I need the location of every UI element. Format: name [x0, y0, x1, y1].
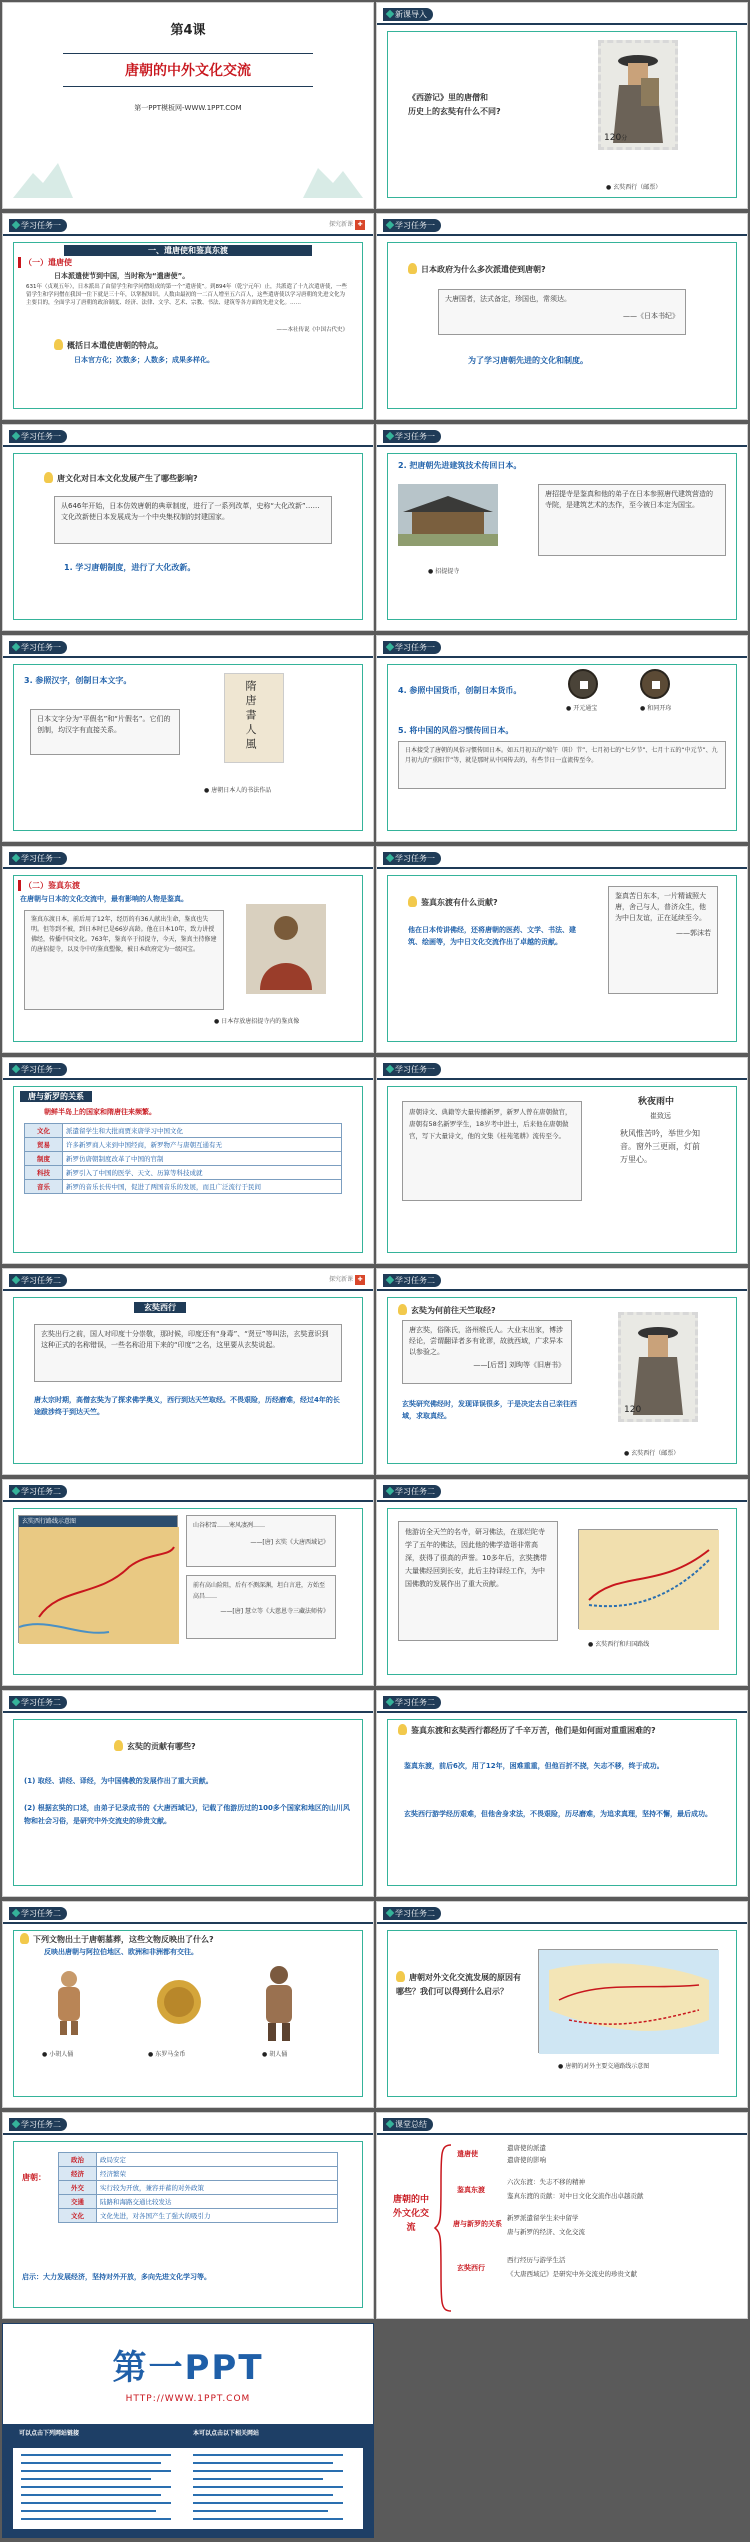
quote-box	[438, 289, 686, 335]
poem-title: 秋夜雨中	[638, 1097, 675, 1107]
lightbulb-icon	[20, 1933, 29, 1944]
slide-choi-chiwon[interactable]	[376, 1057, 748, 1264]
map-route-icon	[19, 1527, 179, 1644]
content-box	[13, 1719, 363, 1886]
architecture-heading: 2. 把唐朝先进建筑技术传回日本。	[398, 461, 522, 470]
table-key-cell: 音乐	[25, 1180, 63, 1194]
influence-question-text: 唐文化对日本文化发展产生了哪些影响?	[57, 474, 198, 483]
quote-text: 鉴真苦日东本，一片精诚照大唐，舍己与人，普济众生，他为中日友谊，正在延续至今。	[615, 892, 706, 922]
section-tag: 学习任务二	[9, 1907, 67, 1920]
content-box	[387, 1930, 737, 2097]
silla-table	[24, 1123, 342, 1194]
slide-header	[3, 2113, 373, 2135]
statue-icon	[246, 904, 326, 994]
summary-3b: 唐与新罗的经济、文化交流	[507, 2228, 585, 2236]
quote-box-2	[186, 1575, 336, 1639]
table-row	[25, 1166, 342, 1180]
table-value-cell: 新罗的音乐长传中国，促进了两国音乐的发展，而且广泛流行于民间	[63, 1180, 342, 1194]
content-box	[387, 242, 737, 409]
slide-header	[3, 636, 373, 658]
table-key-cell: 科技	[25, 1166, 63, 1180]
fav-icon[interactable]: ✚	[355, 220, 365, 230]
hu-figurine-icon	[254, 1963, 304, 2043]
hardship-question	[398, 1724, 726, 1737]
table-key-cell: 外交	[59, 2181, 97, 2195]
summary-1b: 遣唐使的影响	[507, 2156, 546, 2164]
relics-question-text: 下列文物出土于唐朝墓葬，这些文物反映出了什么?	[33, 1935, 214, 1944]
reasons-question	[396, 1971, 526, 1999]
intro-question-2: 历史上的玄奘有什么不同?	[408, 107, 501, 116]
envoy-subquestion-text: 概括日本遣使唐朝的特点。	[67, 341, 163, 350]
section-tag: 学习任务一	[383, 641, 441, 654]
relic-caption-2: ● 东罗马金币	[148, 2049, 185, 2058]
table-row	[25, 1124, 342, 1138]
section-tag: 学习任务二	[9, 1274, 67, 1287]
slide-header	[3, 1269, 373, 1291]
section-tag: 学习任务二	[383, 1907, 441, 1920]
hardship-question-text: 鉴真东渡和玄奘西行都经历了千辛万苦，他们是如何面对重重困难的?	[411, 1726, 656, 1735]
stamp-unit: 分	[621, 135, 628, 142]
table-value-cell: 新罗仿唐朝制度改革了中国的官制	[63, 1152, 342, 1166]
writing-heading: 3. 参照汉字，创制日本文字。	[24, 676, 132, 685]
envoy-source: ——本社传说《中国古代史》	[276, 327, 348, 333]
content-box	[13, 875, 363, 1042]
quote-source: ——郭沫若	[676, 929, 711, 937]
monk-figure-icon	[621, 1315, 695, 1419]
content-box	[387, 875, 737, 1042]
slide-header	[377, 2113, 747, 2135]
lesson-number: 第4课	[170, 23, 206, 38]
slide-hardships[interactable]	[376, 1690, 748, 1897]
summary-branch-1: 遣唐使	[457, 2150, 478, 2158]
slide-header	[377, 847, 747, 869]
table-value-cell: 派遣留学生和大批商贾来唐学习中国文化	[63, 1124, 342, 1138]
slide-header	[3, 1480, 373, 1502]
slide-xuanzang-contrib[interactable]	[2, 1690, 374, 1897]
summary-branch-2: 鉴真东渡	[457, 2186, 485, 2194]
temple-photo	[398, 484, 498, 546]
envoy-lead: 日本派遣使节到中国，当时称为“遣唐使”。	[54, 272, 190, 280]
section-tag: 课堂总结	[383, 2118, 433, 2131]
temple-icon	[398, 484, 498, 546]
map-title: 玄奘西行路线示意图	[19, 1516, 177, 1527]
content-box	[13, 1508, 363, 1675]
quote-source: ——[后晋] 刘昫等《旧唐书》	[473, 1361, 565, 1369]
stamp-value: 120	[624, 1405, 642, 1415]
content-box	[13, 1930, 363, 2097]
reasons-table	[58, 2152, 338, 2223]
intro-question-1: 《西游记》里的唐僧和	[408, 93, 488, 102]
quote-box	[402, 1320, 572, 1384]
xz-contrib-a1: (1) 取经、讲经、译经，为中国佛教的发展作出了重大贡献。	[24, 1777, 213, 1785]
table-key-cell: 文化	[59, 2209, 97, 2223]
section-tag: 学习任务二	[383, 1274, 441, 1287]
envoy-answer: 日本官方化；次数多；人数多；成果多样化。	[74, 356, 214, 364]
summary-branch-4: 玄奘西行	[457, 2264, 485, 2272]
relics-answer: 反映出唐朝与阿拉伯地区、欧洲和非洲都有交往。	[44, 1948, 198, 1956]
table-row	[59, 2167, 338, 2181]
footer-left-title: 可以点击下列网站链接	[19, 2430, 80, 2437]
envoy-subquestion	[54, 339, 163, 351]
quote-text: 唐玄奘，俗陈氏，洛州缑氏人。大业末出家，博涉经论，尝谓翻译者多有讹谬，故就西域，广求异本以参验之。	[409, 1326, 563, 1356]
slide-header	[3, 1691, 373, 1713]
customs-heading: 5. 将中国的风俗习惯传回日本。	[398, 726, 514, 735]
influence-answer: 1. 学习唐朝制度，进行了大化改新。	[64, 563, 196, 572]
fav-label: 探究新课	[328, 221, 353, 228]
slide-currency-customs[interactable]	[376, 635, 748, 842]
table-key-cell: 经济	[59, 2167, 97, 2181]
content-box	[13, 242, 363, 409]
contrib-question-text: 鉴真东渡有什么贡献?	[421, 898, 498, 907]
quote-text-1: 山谷积雪……寒风凄冽……	[193, 1522, 266, 1529]
quote-text: 大唐国者，法式备定，珍国也，常须达。	[445, 295, 571, 303]
slide-header	[377, 1691, 747, 1713]
slide-header	[377, 1269, 747, 1291]
slide-header	[377, 636, 747, 658]
coin-caption-2: ● 和同开珎	[640, 703, 671, 712]
footer-logo-band	[3, 2324, 373, 2424]
summary-4b: 《大唐西域记》是研究中外交流史的珍贵文献	[507, 2270, 637, 2278]
content-box	[13, 2141, 363, 2308]
footer-right-title: 本可以点击以下相关网站	[193, 2430, 260, 2437]
stamp-caption: ● 玄奘西行（邮票）	[606, 182, 661, 191]
brace-icon	[433, 2143, 453, 2313]
why-question-text: 日本政府为什么多次派遣使到唐朝?	[421, 265, 546, 274]
table-value-cell: 陆路和海路交通比较发达	[97, 2195, 338, 2209]
poem-author: 崔致远	[650, 1112, 671, 1120]
mountain-decor-icon	[303, 153, 363, 198]
quote-box: 唐朝诗文、典籍等大量传播新罗，新罗人曾在唐朝做官，唐朝有58名新罗学生，18岁考中进士，后来他在唐朝做官，写下大量诗文，他的文集《桂苑笔耕》流传至今。	[402, 1101, 582, 1201]
fav-icon[interactable]: ✚	[355, 1275, 365, 1285]
xz-contrib-question	[114, 1740, 196, 1752]
content-box	[13, 1086, 363, 1253]
slide-header	[3, 425, 373, 447]
why-question	[408, 263, 546, 275]
silla-title: 唐与新罗的关系	[20, 1091, 92, 1102]
table-value-cell: 政局安定	[97, 2153, 338, 2167]
table-row	[59, 2195, 338, 2209]
table-key-cell: 制度	[25, 1152, 63, 1166]
slide-header	[377, 1058, 747, 1080]
content-box	[13, 664, 363, 831]
calligraphy-caption: ● 唐朝日本人的书法作品	[204, 785, 271, 794]
slide-header	[377, 425, 747, 447]
slide-header	[377, 1902, 747, 1924]
lightbulb-icon	[114, 1740, 123, 1751]
slide-reasons-table[interactable]	[2, 2112, 374, 2319]
summary-3a: 新罗派遣留学生来中留学	[507, 2214, 579, 2222]
quote-box-1	[186, 1515, 336, 1567]
section-tag: 学习任务二	[383, 1485, 441, 1498]
stamp-image	[618, 1312, 698, 1422]
lightbulb-icon	[54, 339, 63, 350]
hardship-p1: 鉴真东渡，前后6次，用了12年，困难重重，但他百折不挠，矢志不移，终于成功。	[404, 1762, 664, 1770]
relics-question	[20, 1933, 214, 1945]
stamp-caption: ● 玄奘西行（邮票）	[624, 1448, 679, 1457]
fav-label: 探究新课	[328, 1276, 353, 1283]
trade-route-map	[538, 1949, 718, 2053]
coin-wadokaichin-icon	[640, 669, 670, 699]
silla-lead: 朝鲜半岛上的国家和隋唐往来频繁。	[44, 1108, 156, 1116]
stamp-value: 120	[604, 133, 622, 143]
quote-source: ——《日本书纪》	[623, 312, 679, 320]
india-question	[398, 1304, 496, 1316]
quote-box: 他游访全天竺的名寺，研习佛法，在那烂陀寺学了五年的佛法，因此他的佛学造诣非常高深，获得了很高的声誉。10多年后，玄奘携带大量佛经回到长安，此后主持译经工作，为中国佛教的发展作出了重大贡献。	[398, 1521, 558, 1641]
slide-tang-influence[interactable]	[2, 424, 374, 631]
map-route-icon	[539, 1950, 719, 2054]
monk-figure-icon	[601, 43, 675, 147]
return-map-caption: ● 玄奘西行和归国路线	[588, 1639, 649, 1648]
lightbulb-icon	[396, 1971, 405, 1982]
xuanzang-answer: 唐太宗时期，高僧玄奘为了探求佛学奥义，西行到达天竺取经。不畏艰险，历经磨难，经过4年的长途跋涉终于到达天竺。	[34, 1396, 340, 1416]
return-map-image	[578, 1529, 718, 1629]
slide-title[interactable]	[2, 2, 374, 209]
section-tag: 学习任务一	[383, 1063, 441, 1076]
slide-header	[377, 3, 747, 25]
reasons-tip: 启示：大力发展经济，坚持对外开放，多向先进文化学习等。	[22, 2273, 211, 2281]
currency-heading: 4. 参照中国货币，创制日本货币。	[398, 686, 522, 695]
route-map-image	[18, 1515, 178, 1643]
lightbulb-icon	[44, 472, 53, 483]
table-row	[59, 2209, 338, 2223]
footer-logo[interactable]: 第一PPT	[112, 2348, 264, 2388]
quote-box: 日本文字分为“平假名”和“片假名”。它们的创制，均汉字有直接关系。	[30, 709, 180, 755]
quote-box: 玄奘出行之前，国人对印度十分崇敬，那时候，印度还有“身毒”、“贤豆”等叫法，玄奘意识到这种正式的名称错误，一些名称沿用下来的“印度”之名，这里要从玄奘说起。	[34, 1324, 342, 1382]
section-tag: 学习任务二	[383, 1696, 441, 1709]
summary-2b: 鉴真东渡的贡献：对中日文化交流作出卓越贡献	[507, 2192, 644, 2200]
why-answer: 为了学习唐朝先进的文化和制度。	[468, 356, 588, 365]
xuanzang-title: 玄奘西行	[134, 1302, 186, 1313]
part-title: （一）遣唐使	[18, 257, 72, 268]
content-box	[13, 453, 363, 620]
footer-link-lines-icon	[13, 2448, 365, 2530]
summary-4a: 西行经历与游学生活	[507, 2256, 566, 2264]
section-tag: 学习任务一	[383, 430, 441, 443]
footer-link-panel	[13, 2448, 363, 2529]
contrib-answer: 他在日本传讲佛经，还将唐朝的医药、文学、书法、建筑、绘画等，为中日文化交流作出了卓越的贡献。	[408, 926, 576, 946]
slide-header	[3, 1902, 373, 1924]
lightbulb-icon	[398, 1304, 407, 1315]
influence-question	[44, 472, 198, 484]
table-value-cell: 许多新罗商人来到中国经商，新罗物产与唐朝互通有无	[63, 1138, 342, 1152]
summary-2a: 六次东渡：失志不移的精神	[507, 2178, 585, 2186]
contrib-question	[408, 896, 498, 908]
slide-why-india[interactable]	[376, 1268, 748, 1475]
coin-caption-1: ● 开元通宝	[566, 703, 597, 712]
slide-intro[interactable]	[376, 2, 748, 209]
content-box	[13, 1297, 363, 1464]
site-watermark: 第一PPT模板网-WWW.1PPT.COM	[134, 104, 242, 112]
jianzhen-statue-image	[246, 904, 326, 994]
trade-map-caption: ● 唐朝的对外主要交通路线示意图	[558, 2061, 649, 2070]
section-tag: 学习任务一	[9, 852, 67, 865]
quote-box	[608, 886, 718, 994]
table-key-cell: 文化	[25, 1124, 63, 1138]
reasons-question-text: 唐朝对外文化交流发展的原因有哪些？我们可以得到什么启示？	[396, 1973, 521, 1996]
lightbulb-icon	[408, 896, 417, 907]
content-box	[387, 1719, 737, 1886]
slide-jianzhen-contrib[interactable]	[376, 846, 748, 1053]
section-tag: 学习任务一	[9, 430, 67, 443]
table-key-cell: 贸易	[25, 1138, 63, 1152]
slide-summary[interactable]	[376, 2112, 748, 2319]
slide-xuanzang-return[interactable]	[376, 1479, 748, 1686]
quote-box: 日本接受了唐朝的风俗习惯传回日本。如五月初五的“端午（阳）节”、七月初七的“七夕节”、七月十五的“中元节”、九月初九的“重阳节”等，就是那时从中国传去的，有些节日一直流传至今。	[398, 741, 726, 789]
slide-architecture[interactable]	[376, 424, 748, 631]
content-box	[387, 664, 737, 831]
slide-why-envoys[interactable]	[376, 213, 748, 420]
gold-coin-icon	[154, 1977, 204, 2027]
table-key-cell: 政治	[59, 2153, 97, 2167]
table-row	[25, 1138, 342, 1152]
summary-1a: 遣唐使的派遣	[507, 2144, 546, 2152]
slide-header	[3, 847, 373, 869]
slide-route-map[interactable]	[2, 1479, 374, 1686]
slide-header	[3, 214, 373, 236]
section-tag: 学习任务二	[9, 1485, 67, 1498]
poem-text: 秋风惟苦吟，举世少知音。窗外三更雨，灯前万里心。	[620, 1129, 700, 1164]
lesson-title: 唐朝的中外文化交流	[125, 63, 251, 79]
india-question-text: 玄奘为何前往天竺取经?	[411, 1306, 496, 1315]
lesson-heading: 一、遣唐使和鉴真东渡	[64, 245, 312, 256]
reasons-rowhead: 唐朝：	[22, 2173, 46, 2182]
slide-header	[377, 1480, 747, 1502]
table-value-cell: 文化先进，对各国产生了强大的吸引力	[97, 2209, 338, 2223]
slide-header	[377, 214, 747, 236]
quote-source-2: ——[唐] 慧立等《大慈恩寺三藏法师传》	[220, 1608, 329, 1615]
xz-contrib-question-text: 玄奘的贡献有哪些?	[127, 1742, 196, 1751]
envoy-paragraph: 631年（贞观五年），日本派出了由留学生和学问僧组成的第一个“遣唐使”。到894年（乾宁元年）止，共派遣了十九次遣唐使，一些留学生和学问僧在我国一住下就是三十年，以掌握知识。人数由最初的一二百人增至五六百人，这些遣唐使以学习唐朝的先进文化为主要目的，全面学习了唐朝的政治制度、经济、法律、文学、艺术、宗教、书法、建筑等各方面的先进文化。……	[26, 284, 347, 306]
title-frame	[63, 53, 313, 87]
stamp-image	[598, 40, 678, 150]
slide-relics[interactable]	[2, 1901, 374, 2108]
relic-caption-3: ● 胡人俑	[262, 2049, 287, 2058]
xz-contrib-a2: (2) 根据玄奘的口述，由弟子记录成书的《大唐西域记》，记载了他游历过的100多个国家和地区的山川风物和社会习俗，是研究中外交流史的珍贵文献。	[24, 1804, 350, 1825]
summary-center: 唐朝的中外文化交流	[392, 2195, 429, 2233]
content-box	[387, 31, 737, 198]
slide-envoys[interactable]	[2, 213, 374, 420]
section-tag: 学习任务二	[9, 2118, 67, 2131]
map-route-icon	[579, 1530, 719, 1630]
india-answer: 玄奘研究佛经时，发现译误很多，于是决定去自己亲往西域，求取真经。	[402, 1400, 577, 1420]
quote-source-1: ——[唐] 玄奘《大唐西域记》	[250, 1539, 329, 1546]
quote-box: 从646年开始，日本仿效唐朝的典章制度，进行了一系列改革，史称“大化改新”……文化改新使日本发展成为一个中央集权制的封建国家。	[54, 496, 332, 544]
summary-branch-3: 唐与新罗的关系	[453, 2220, 502, 2228]
hardship-p2: 玄奘西行游学经历艰难，但他舍身求法，不畏艰险，历尽磨难，为追求真理，坚持不懈，最后成功。	[404, 1810, 712, 1818]
mountain-decor-icon	[13, 153, 73, 198]
relic-caption-1: ● 小胡人俑	[42, 2049, 73, 2058]
table-row	[25, 1152, 342, 1166]
part-title: （二）鉴真东渡	[18, 880, 80, 891]
temple-caption: ● 招提提寺	[428, 566, 459, 575]
quote-text-2: 前有高山险阻，后有不测深渊，坦白言进，方始至高昌……	[193, 1582, 326, 1600]
slide-footer-ad[interactable]	[2, 2323, 374, 2538]
table-value-cell: 实行较为开放，兼容并蓄的对外政策	[97, 2181, 338, 2195]
table-row	[59, 2153, 338, 2167]
table-row	[25, 1180, 342, 1194]
lightbulb-icon	[398, 1724, 407, 1735]
section-tag: 学习任务一	[9, 1063, 67, 1076]
quote-box: 鉴真东渡日本，前后用了12年，经历的有36人献出生命，鉴真也失明。但等到不被，到日本时已是66岁高龄。他在日本10年，致力讲授佛经，传播中国文化。763年，鉴真卒于招提寺，今天，鉴真主持修建的唐招提寺，以及寺中的鉴真塑像，被日本政府定为一级国宝。	[24, 910, 224, 1010]
section-tag: 学习任务一	[9, 219, 67, 232]
slide-writing[interactable]	[2, 635, 374, 842]
section-tag: 学习任务一	[383, 852, 441, 865]
calligraphy-text: 隋 唐 書 人 風	[244, 680, 257, 749]
section-tag: 新课导入	[383, 8, 433, 21]
footer-url[interactable]: HTTP://WWW.1PPT.COM	[125, 2394, 251, 2404]
content-box	[387, 453, 737, 620]
section-tag: 学习任务一	[9, 641, 67, 654]
calligraphy-image	[224, 673, 284, 763]
figurine-icon	[44, 1967, 94, 2037]
slide-silla[interactable]	[2, 1057, 374, 1264]
content-box	[387, 1297, 737, 1464]
section-tag: 学习任务一	[383, 219, 441, 232]
slide-jianzhen[interactable]	[2, 846, 374, 1053]
coin-kaiyuan-icon	[568, 669, 598, 699]
table-key-cell: 交通	[59, 2195, 97, 2209]
slide-xuanzang[interactable]	[2, 1268, 374, 1475]
table-value-cell: 新罗引入了中国的医学、天文、历算等科技成就	[63, 1166, 342, 1180]
table-row	[59, 2181, 338, 2195]
section-tag: 学习任务二	[9, 1696, 67, 1709]
table-value-cell: 经济繁荣	[97, 2167, 338, 2181]
content-box	[387, 1086, 737, 1253]
slide-reasons[interactable]	[376, 1901, 748, 2108]
content-box	[387, 1508, 737, 1675]
slide-header	[3, 1058, 373, 1080]
jianzhen-lead: 在唐朝与日本的文化交流中，最有影响的人物是鉴真。	[20, 895, 188, 903]
quote-box: 唐招提寺是鉴真和他的弟子在日本参照唐代建筑营造的寺院，是建筑艺术的杰作，至今被日本定为国宝。	[538, 484, 726, 556]
statue-caption: ● 日本存放唐招提寺内的鉴真像	[214, 1016, 299, 1025]
lightbulb-icon	[408, 263, 417, 274]
